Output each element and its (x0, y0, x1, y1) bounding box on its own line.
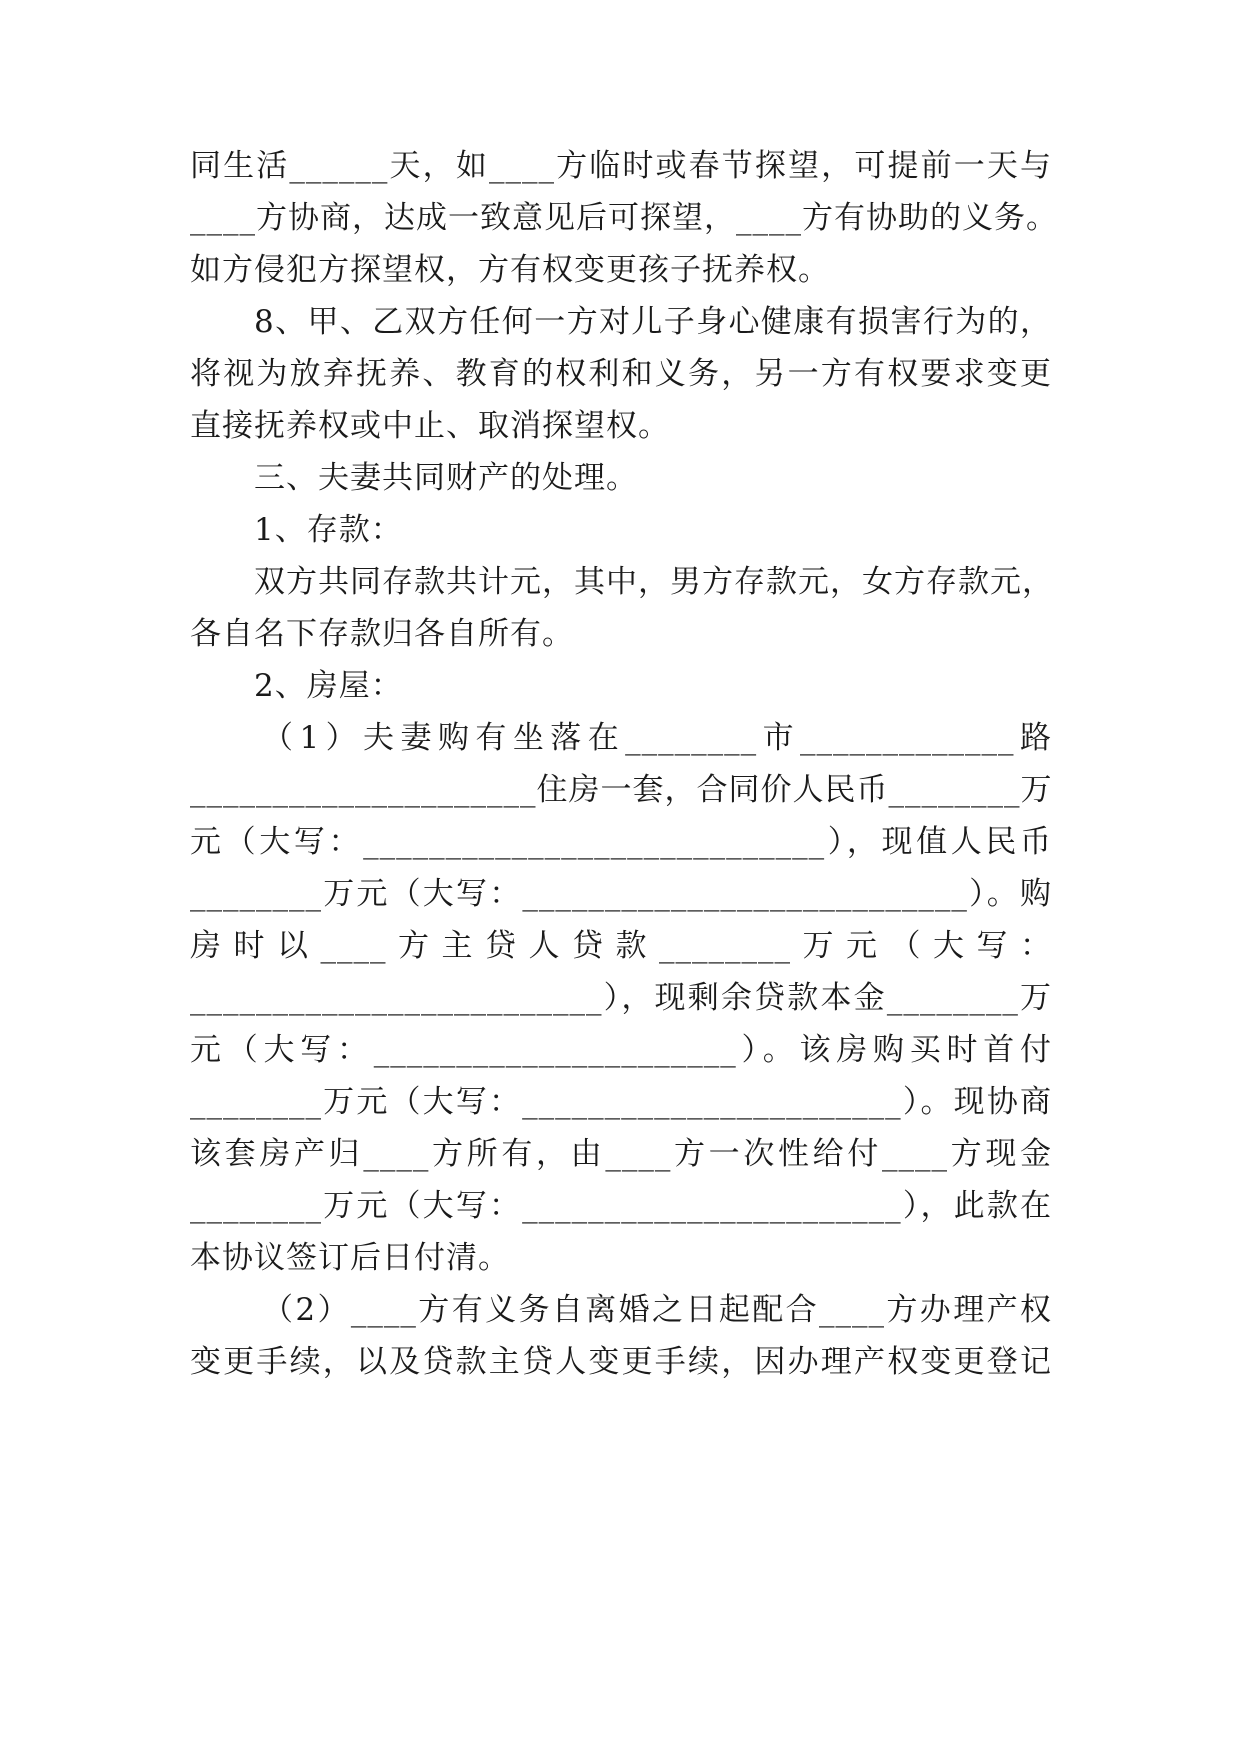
subsection-heading: 2、房屋： (254, 668, 403, 704)
text-line: 房时以____方主贷人贷款________万元（大写： (190, 928, 1052, 964)
text-line: ________万元（大写：___________________________）。购 (190, 876, 1052, 912)
text-line: 元（大写：____________________________），现值人民币 (190, 824, 1052, 860)
text-line: 如方侵犯方探望权，方有权变更孩子抚养权。 (190, 252, 830, 288)
text-line: 双方共同存款共计元，其中，男方存款元，女方存款元， (254, 564, 1054, 600)
text-line: 8、甲、乙双方任何一方对儿子身心健康有损害行为的， (254, 304, 1052, 340)
text-line: _____________________住房一套，合同价人民币________万 (190, 772, 1053, 808)
text-line: 各自名下存款归各自所有。 (190, 616, 574, 652)
text-line: 本协议签订后日付清。 (190, 1240, 510, 1276)
text-line: （2）____方有义务自离婚之日起配合____方办理产权 (262, 1292, 1052, 1328)
text-line: 元（大写：______________________）。该房购买时首付 (190, 1032, 1052, 1068)
text-line: （1）夫妻购有坐落在________市_____________路 (262, 720, 1052, 756)
text-line: ________万元（大写：_______________________），此款在 (190, 1188, 1052, 1224)
text-line: 变更手续，以及贷款主贷人变更手续，因办理产权变更登记 (190, 1344, 1052, 1380)
text-line: ________万元（大写：_______________________）。现协商 (190, 1084, 1052, 1120)
text-line: _________________________），现剩余贷款本金________万 (190, 980, 1052, 1016)
text-line: 将视为放弃抚养、教育的权利和义务，另一方有权要求变更 (190, 356, 1052, 392)
text-line: 同生活______天，如____方临时或春节探望，可提前一天与 (190, 148, 1052, 184)
subsection-heading: 1、存款： (254, 512, 403, 548)
text-line: ____方协商，达成一致意见后可探望，____方有协助的义务。 (190, 200, 1058, 236)
text-line: 该套房产归____方所有，由____方一次性给付____方现金 (190, 1136, 1052, 1172)
section-heading: 三、夫妻共同财产的处理。 (254, 460, 638, 496)
text-line: 直接抚养权或中止、取消探望权。 (190, 408, 670, 444)
